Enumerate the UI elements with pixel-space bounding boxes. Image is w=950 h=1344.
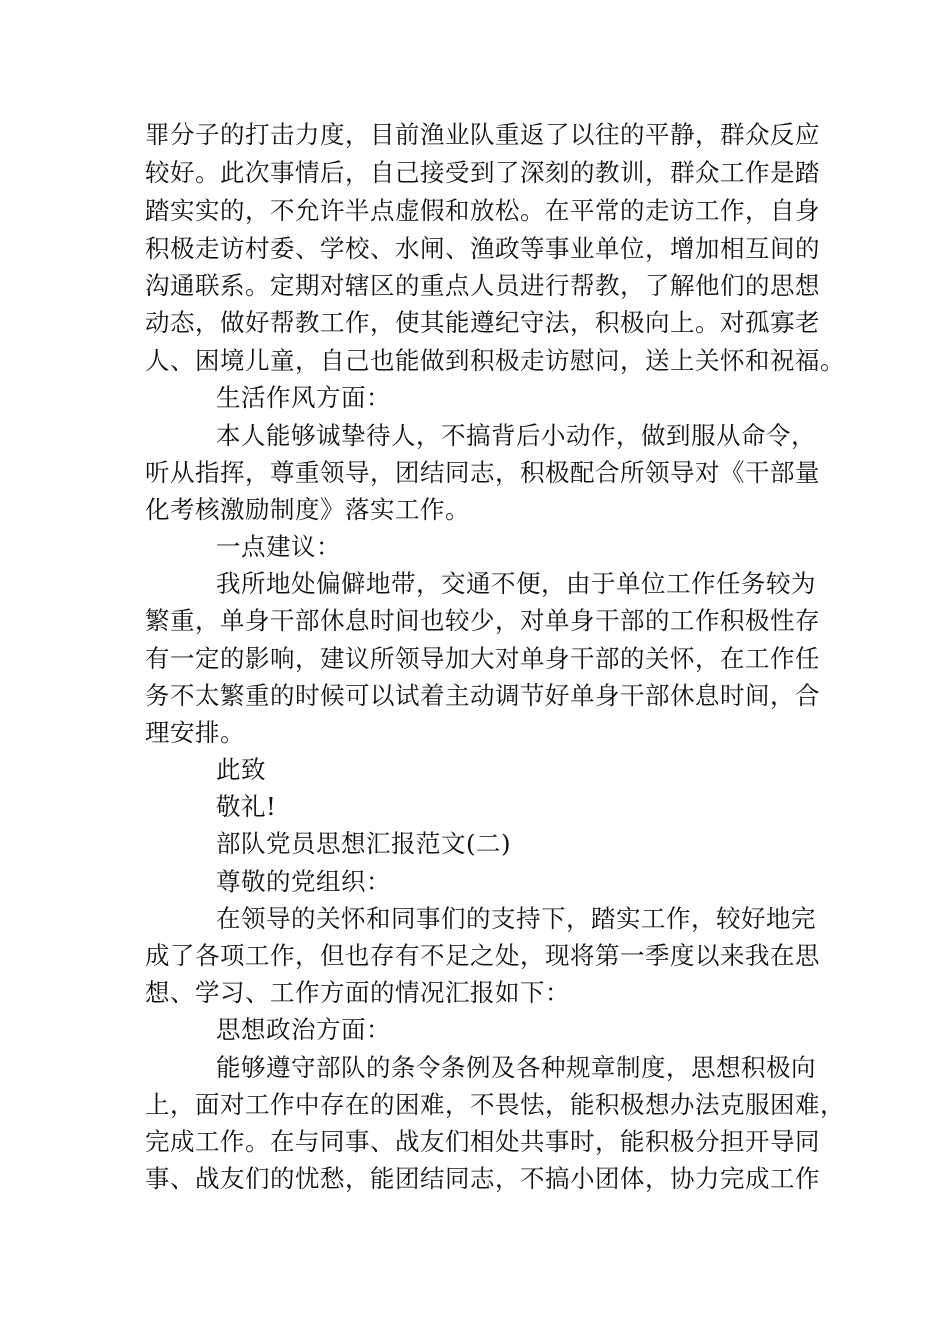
body-text-line: 踏实实的，不允许半点虚假和放松。在平常的走访工作，自身	[145, 196, 820, 225]
salutation-line: 敬礼!	[216, 792, 277, 821]
section-heading: 思想政治方面：	[216, 1015, 391, 1044]
body-text-line: 务不太繁重的时候可以试着主动调节好单身干部休息时间，合	[145, 681, 820, 710]
body-text-line: 成了各项工作，但也存有不足之处，现将第一季度以来我在思	[145, 941, 820, 970]
body-text-line: 沟通联系。定期对辖区的重点人员进行帮教，了解他们的思想	[145, 271, 820, 300]
body-text-line: 较好。此次事情后，自己接受到了深刻的教训，群众工作是踏	[145, 158, 820, 187]
body-text-line: 理安排。	[145, 718, 245, 747]
body-text-line: 完成工作。在与同事、战友们相处共事时，能积极分担开导同	[145, 1127, 820, 1156]
paragraph-first-line: 本人能够诚挚待人，不搞背后小动作，做到服从命令，	[216, 421, 816, 450]
section-heading: 一点建议：	[216, 532, 341, 561]
closing-line: 此致	[216, 755, 266, 784]
body-text-line: 动态，做好帮教工作，使其能遵纪守法，积极向上。对孤寡老	[145, 308, 820, 337]
paragraph-first-line: 我所地处偏僻地带，交通不便，由于单位工作任务较为	[216, 569, 816, 598]
document-title: 部队党员思想汇报范文(二)	[216, 829, 512, 858]
body-text-line: 罪分子的打击力度，目前渔业队重返了以往的平静，群众反应	[145, 120, 820, 149]
body-text-line: 有一定的影响，建议所领导加大对单身干部的关怀，在工作任	[145, 644, 820, 673]
paragraph-first-line: 能够遵守部队的条令条例及各种规章制度，思想积极向	[216, 1053, 816, 1082]
body-text-line: 人、困境儿童，自己也能做到积极走访慰问，送上关怀和祝福。	[145, 346, 845, 375]
body-text-line: 化考核激励制度》落实工作。	[145, 495, 470, 524]
body-text-line: 积极走访村委、学校、水闸、渔政等事业单位，增加相互间的	[145, 234, 820, 263]
body-text-line: 事、战友们的忧愁，能团结同志，不搞小团体，协力完成工作	[145, 1164, 820, 1193]
body-text-line: 听从指挥，尊重领导，团结同志，积极配合所领导对《干部量	[145, 458, 820, 487]
body-text-line: 繁重，单身干部休息时间也较少，对单身干部的工作积极性存	[145, 606, 820, 635]
body-text-line: 想、学习、工作方面的情况汇报如下：	[145, 978, 570, 1007]
section-heading: 生活作风方面：	[216, 383, 391, 412]
body-text-line: 上，面对工作中存在的困难，不畏怯，能积极想办法克服困难，	[145, 1090, 845, 1119]
paragraph-first-line: 在领导的关怀和同事们的支持下，踏实工作，较好地完	[216, 904, 816, 933]
greeting-line: 尊敬的党组织：	[216, 867, 391, 896]
